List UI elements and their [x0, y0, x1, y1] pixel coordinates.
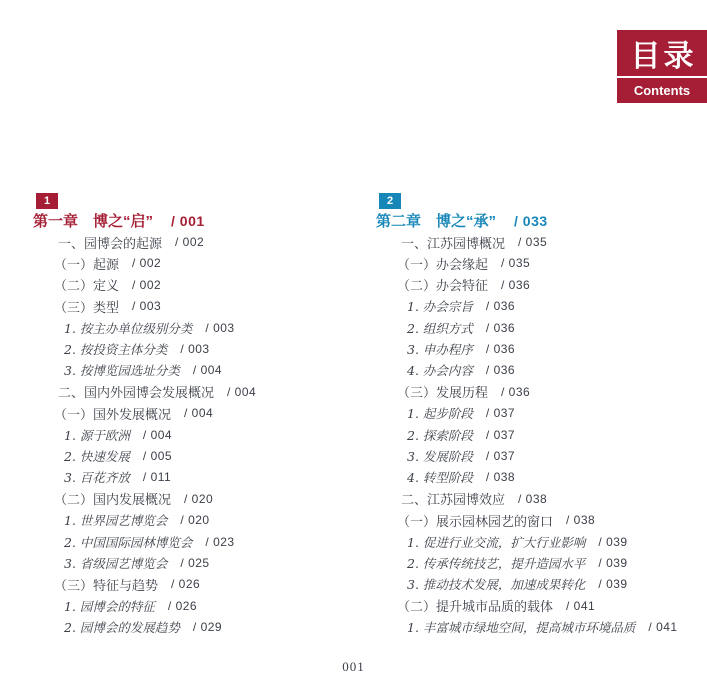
- toc-entry-label: （二）提升城市品质的载体: [397, 599, 554, 615]
- toc-entry: [33, 296, 368, 317]
- chapter-title-row: [376, 210, 707, 231]
- contents-title-cn: 目录: [617, 30, 707, 76]
- toc-entry: [33, 595, 368, 616]
- chapter-marker: 2: [379, 193, 401, 209]
- toc-entry-page: / 037: [485, 448, 516, 463]
- toc-entry-page: / 004: [142, 427, 173, 442]
- toc-entry-label: 2. 中国国际园林博览会: [64, 534, 193, 550]
- toc-entry: [376, 338, 707, 359]
- toc-entry: [376, 231, 707, 252]
- toc-entry-label: （二）定义: [54, 278, 120, 294]
- toc-entry: [376, 424, 707, 445]
- toc-entry: [33, 403, 368, 424]
- toc-entry: [33, 531, 368, 552]
- toc-entry-label: 二、国内外园博会发展概况: [58, 385, 215, 401]
- toc-entry: [376, 360, 707, 381]
- chapter-title-row: [33, 210, 368, 231]
- toc-entry: [376, 445, 707, 466]
- toc-entry-label: 1. 促进行业交流，扩大行业影响: [407, 534, 586, 550]
- toc-entry-page: / 004: [227, 384, 257, 399]
- toc-entry-page: / 036: [485, 299, 516, 314]
- toc-entry-label: （二）办会特征: [397, 278, 489, 294]
- chapter2-column: [376, 193, 707, 638]
- toc-entry-page: / 036: [501, 277, 531, 292]
- page-number: 001: [342, 659, 365, 674]
- toc-entry-page: / 039: [598, 534, 628, 549]
- toc-entry-label: 2. 快速发展: [64, 448, 130, 464]
- toc-entry-page: / 023: [205, 534, 235, 549]
- toc-entry-page: / 026: [167, 598, 198, 613]
- toc-entry-page: / 039: [598, 555, 628, 570]
- toc-entry-label: 4. 办会内容: [407, 363, 473, 379]
- toc-entry-page: / 003: [180, 342, 210, 357]
- toc-entry: [376, 616, 707, 637]
- toc-entry-page: / 004: [192, 363, 223, 378]
- toc-entry: [376, 509, 707, 530]
- toc-entry: [376, 552, 707, 573]
- toc-entry: [33, 360, 368, 381]
- toc-entry-page: / 026: [171, 577, 201, 592]
- toc-entry: [33, 509, 368, 530]
- toc-entry: [33, 274, 368, 295]
- toc-entry-page: / 038: [485, 470, 516, 485]
- toc-entry: [376, 403, 707, 424]
- toc-entry: [376, 574, 707, 595]
- toc-entry-label: 3. 省级园艺博览会: [64, 555, 168, 571]
- toc-entry: [33, 488, 368, 509]
- toc-entry-label: 2. 园博会的发展趋势: [64, 620, 180, 636]
- toc-entry-label: 2. 传承传统技艺，提升造园水平: [407, 555, 586, 571]
- toc-entry-label: （二）国内发展概况: [54, 492, 172, 508]
- toc-entry-label: 3. 百花齐放: [64, 470, 130, 486]
- toc-entry: [33, 616, 368, 637]
- toc-entry: [376, 467, 707, 488]
- toc-entry: [376, 274, 707, 295]
- toc-entry-label: （三）特征与趋势: [54, 577, 159, 593]
- toc-entry-label: 第一章 博之“启”: [33, 213, 154, 231]
- toc-entry-label: （一）国外发展概况: [54, 406, 172, 422]
- toc-entry-label: 3. 按博览园选址分类: [64, 363, 180, 379]
- toc-entry-label: 1. 按主办单位级别分类: [64, 320, 193, 336]
- toc-entry-page: / 039: [598, 577, 628, 592]
- toc-entry: [33, 552, 368, 573]
- toc-entry-page: / 038: [518, 491, 548, 506]
- toc-entry: [33, 467, 368, 488]
- toc-entry-page: / 025: [180, 555, 210, 570]
- toc-entry: [33, 381, 368, 402]
- toc-entry-page: / 029: [192, 620, 223, 635]
- toc-entry-label: 一、园博会的起源: [58, 235, 163, 251]
- toc-entry-page: / 038: [566, 513, 596, 528]
- toc-entry-label: 4. 转型阶段: [407, 470, 473, 486]
- toc-entry-page: / 020: [180, 513, 210, 528]
- toc-entry: [376, 317, 707, 338]
- toc-entry-page: / 036: [501, 384, 531, 399]
- toc-entry-label: （三）发展历程: [397, 385, 489, 401]
- toc-entry-page: / 036: [485, 320, 516, 335]
- toc-entry: [376, 531, 707, 552]
- toc-entry-page: / 035: [518, 235, 548, 250]
- toc-entry-label: 3. 申办程序: [407, 342, 473, 358]
- toc-entry-label: 1. 园博会的特征: [64, 598, 155, 614]
- toc-entry: [376, 595, 707, 616]
- toc-entry-page: / 037: [485, 427, 516, 442]
- toc-entry-label: 2. 按投资主体分类: [64, 342, 168, 358]
- toc-entry-label: （三）类型: [54, 299, 120, 315]
- toc-entry-page: / 033: [514, 212, 548, 229]
- toc-entry-page: / 036: [485, 363, 516, 378]
- toc-entry: [376, 296, 707, 317]
- toc-entry-page: / 004: [184, 406, 214, 421]
- toc-entry-label: 二、江苏园博效应: [401, 492, 506, 508]
- contents-title-en: Contents: [617, 78, 707, 103]
- toc-entry-label: 一、江苏园博概况: [401, 235, 506, 251]
- toc-entry-label: 1. 丰富城市绿地空间，提高城市环境品质: [407, 620, 636, 636]
- toc-entry-page: / 005: [142, 448, 173, 463]
- toc-entry: [33, 445, 368, 466]
- toc-entry: [33, 253, 368, 274]
- toc-entry: [33, 574, 368, 595]
- toc-entry-label: 2. 探索阶段: [407, 427, 473, 443]
- toc-entry: [33, 317, 368, 338]
- toc-entry-label: 3. 推动技术发展，加速成果转化: [407, 577, 586, 593]
- toc-entry: [376, 488, 707, 509]
- toc-entry-page: / 001: [171, 212, 205, 229]
- toc-entry-page: / 011: [142, 470, 172, 485]
- toc-entry-label: 1. 起步阶段: [407, 406, 473, 422]
- toc-entry-label: （一）办会缘起: [397, 256, 489, 272]
- toc-entry-label: 1. 办会宗旨: [407, 299, 473, 315]
- toc-entry-label: （一）展示园林园艺的窗口: [397, 513, 554, 529]
- toc-entry-page: / 037: [485, 406, 516, 421]
- toc-entry-page: / 002: [175, 235, 205, 250]
- toc-entry: [33, 231, 368, 252]
- chapter1-column: [33, 193, 368, 638]
- toc-entry-page: / 002: [132, 277, 162, 292]
- toc-entry-page: / 035: [501, 256, 531, 271]
- toc-entry-page: / 041: [648, 620, 678, 635]
- toc-entry-label: （一）起源: [54, 256, 120, 272]
- toc-entry-label: 2. 组织方式: [407, 320, 473, 336]
- toc-entry-page: / 041: [566, 598, 596, 613]
- toc-entry-label: 第二章 博之“承”: [376, 213, 497, 231]
- toc-entry: [376, 381, 707, 402]
- toc-entry-page: / 036: [485, 342, 516, 357]
- toc-entry-page: / 020: [184, 491, 214, 506]
- toc-entry-page: / 003: [132, 299, 162, 314]
- toc-entry: [33, 338, 368, 359]
- toc-entry-label: 3. 发展阶段: [407, 448, 473, 464]
- toc-entry: [376, 253, 707, 274]
- toc-entry: [33, 424, 368, 445]
- chapter-marker: 1: [36, 193, 58, 209]
- contents-header-box: [617, 30, 707, 103]
- toc-entry-label: 1. 世界园艺博览会: [64, 513, 168, 529]
- toc-entry-page: / 002: [132, 256, 162, 271]
- toc-entry-label: 1. 源于欧洲: [64, 427, 130, 443]
- toc-entry-page: / 003: [205, 320, 235, 335]
